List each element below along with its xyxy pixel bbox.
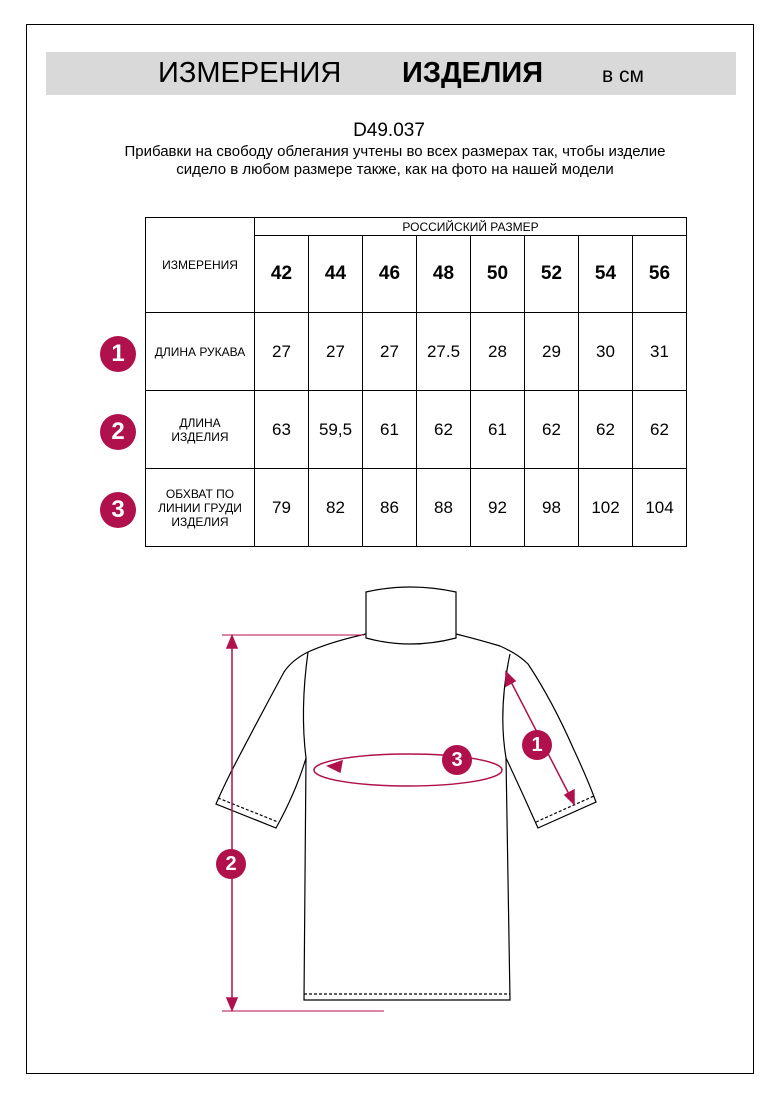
title-bar bbox=[46, 52, 736, 95]
value-cell: 82 bbox=[309, 469, 363, 547]
table-row bbox=[146, 313, 687, 391]
title-unit: в см bbox=[602, 64, 644, 87]
row-badge-1: 1 bbox=[100, 336, 136, 372]
size-system-header: РОССИЙСКИЙ РАЗМЕР bbox=[255, 218, 687, 236]
row-badge-3: 3 bbox=[100, 492, 136, 528]
value-cell: 27.5 bbox=[417, 313, 471, 391]
value-cell: 61 bbox=[363, 391, 417, 469]
size-cell: 44 bbox=[309, 236, 363, 313]
measurements-header: ИЗМЕРЕНИЯ bbox=[146, 218, 255, 313]
length-arrow-top bbox=[227, 636, 237, 648]
value-cell: 61 bbox=[471, 391, 525, 469]
size-cell: 52 bbox=[525, 236, 579, 313]
garment-drawing bbox=[0, 560, 778, 1030]
row-label-chest-girth: ОБХВАТ ПО ЛИНИИ ГРУДИ ИЗДЕЛИЯ bbox=[146, 469, 255, 547]
value-cell: 29 bbox=[525, 313, 579, 391]
value-cell: 27 bbox=[309, 313, 363, 391]
garment-outline bbox=[216, 587, 596, 1000]
size-cell: 42 bbox=[255, 236, 309, 313]
sleeve-arrow-bottom bbox=[565, 790, 574, 804]
value-cell: 104 bbox=[633, 469, 687, 547]
table-row bbox=[146, 391, 687, 469]
marker-length: 2 bbox=[216, 849, 246, 879]
value-cell: 62 bbox=[633, 391, 687, 469]
body-shape bbox=[216, 634, 596, 1000]
title-word-measurements: ИЗМЕРЕНИЯ bbox=[158, 57, 342, 89]
fit-note: Прибавки на свободу облегания учтены во всех размерах так, чтобы изделие сидело в любом размере также, как на фото на нашей модели bbox=[124, 143, 666, 178]
value-cell: 88 bbox=[417, 469, 471, 547]
right-cuff-stitch bbox=[536, 796, 594, 822]
marker-sleeve: 1 bbox=[522, 730, 552, 760]
size-cell: 48 bbox=[417, 236, 471, 313]
marker-chest: 3 bbox=[442, 745, 472, 775]
value-cell: 59,5 bbox=[309, 391, 363, 469]
size-cell: 56 bbox=[633, 236, 687, 313]
table-row bbox=[146, 469, 687, 547]
value-cell: 102 bbox=[579, 469, 633, 547]
left-cuff-stitch bbox=[218, 798, 278, 822]
value-cell: 98 bbox=[525, 469, 579, 547]
value-cell: 27 bbox=[363, 313, 417, 391]
value-cell: 63 bbox=[255, 391, 309, 469]
value-cell: 86 bbox=[363, 469, 417, 547]
size-table bbox=[145, 217, 687, 547]
value-cell: 30 bbox=[579, 313, 633, 391]
value-cell: 62 bbox=[579, 391, 633, 469]
row-label-item-length: ДЛИНА ИЗДЕЛИЯ bbox=[146, 391, 255, 469]
value-cell: 79 bbox=[255, 469, 309, 547]
right-armhole bbox=[503, 654, 510, 758]
row-badge-2: 2 bbox=[100, 414, 136, 450]
value-cell: 28 bbox=[471, 313, 525, 391]
length-arrow-bottom bbox=[227, 998, 237, 1010]
title-word-item: ИЗДЕЛИЯ bbox=[402, 57, 544, 89]
size-cell: 54 bbox=[579, 236, 633, 313]
value-cell: 62 bbox=[525, 391, 579, 469]
collar-shape bbox=[366, 587, 456, 644]
value-cell: 62 bbox=[417, 391, 471, 469]
left-armhole bbox=[303, 652, 308, 758]
value-cell: 92 bbox=[471, 469, 525, 547]
chest-arrow bbox=[328, 761, 342, 772]
row-label-sleeve-length: ДЛИНА РУКАВА bbox=[146, 313, 255, 391]
value-cell: 31 bbox=[633, 313, 687, 391]
value-cell: 27 bbox=[255, 313, 309, 391]
measure-markings bbox=[222, 635, 574, 1011]
product-code: D49.037 bbox=[353, 120, 425, 141]
size-cell: 50 bbox=[471, 236, 525, 313]
size-cell: 46 bbox=[363, 236, 417, 313]
chest-ellipse bbox=[314, 754, 502, 786]
sleeve-arrow-top bbox=[506, 672, 515, 686]
